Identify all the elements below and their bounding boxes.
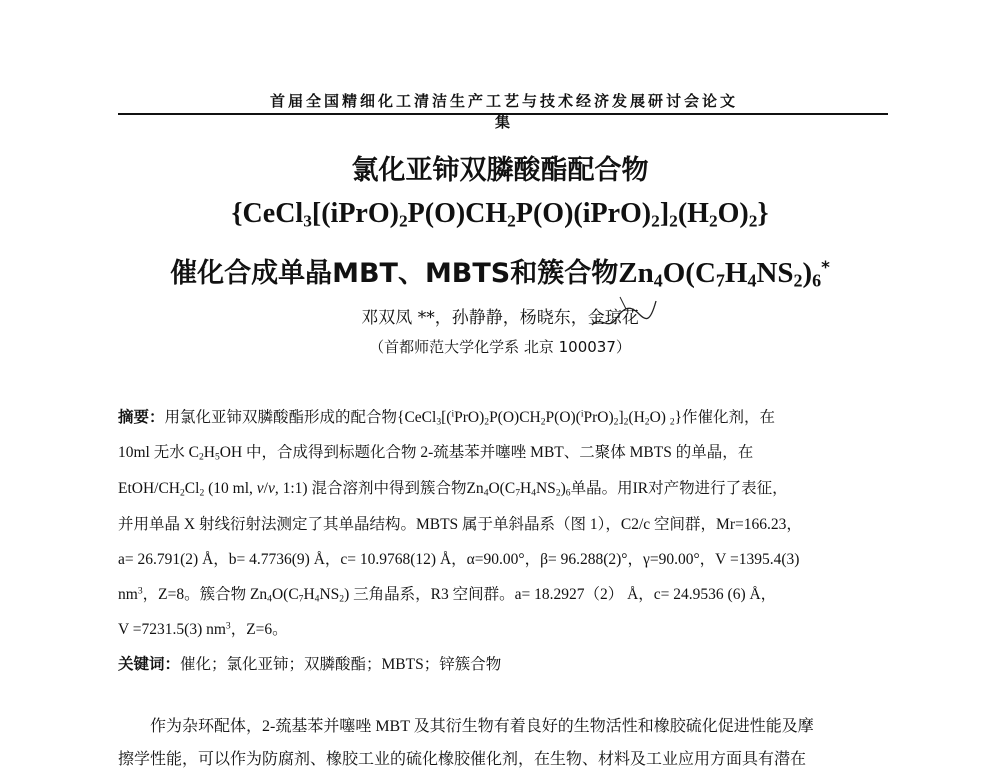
- abstract-line-6: $nm^3$，Z=8。簇合物 $Zn_4O(C_7H_4NS_2)$ 三角晶系，R3 空间群。a= 18.2927（2） Å，c= 24.9536 (6) Å，: [118, 585, 777, 605]
- body-line-1: 作为杂环配体，2-巯基苯并噻唑 MBT 及其衍生物有着良好的生物活性和橡胶硫化促进性能及摩: [150, 718, 814, 735]
- abstract-line-7: V =7231.5(3) $nm^3$，Z=6。: [118, 620, 288, 638]
- abstract-line-2: 10ml 无水 $C_2H_5OH$ 中，合成得到标题化合物 2-巯基苯并噻唑 MBT、二聚体 MBTS 的单晶，在: [118, 444, 754, 463]
- abstract-line-1: 摘要：用氯化亚铈双膦酸酯形成的配合物{$CeCl_3[(^iPrO)_2P(O)CH_2P(O)(^iPrO)_2]_2(H_2O)$ $_2$}作催化剂，在: [118, 408, 776, 428]
- title-line-3-text: 催化合成单晶MBT、MBTS和簇合物: [170, 258, 619, 289]
- keywords-text: 催化；氯化亚铈；双膦酸酯；MBTS；锌簇合物: [180, 656, 502, 673]
- proceedings-header: 首届全国精细化工清洁生产工艺与技术经济发展研讨会论文集: [269, 92, 738, 131]
- keywords-line: [118, 652, 890, 674]
- abstract-line-4: 并用单晶 X 射线衍射法测定了其单晶结构。MBTS 属于单斜晶系（图 1），C2/c 空间群，Mr=166.23，: [118, 516, 802, 533]
- title-line-2: $\{CeCl_3[(iPrO)_2P(O)CH_2P(O)(iPrO)_2]_2(H_2O)_2\}$: [231, 198, 769, 231]
- body-line-2: 擦学性能，可以作为防腐剂、橡胶工业的硫化橡胶催化剂，在生物、材料及工业应用方面具有潜在: [118, 751, 807, 768]
- abstract-line-5: a= 26.791(2) Å，b= 4.7736(9) Å，c= 10.9768(12) Å，α=90.00°，β= 96.288(2)°，γ=90.00°，V =1395.4(3): [118, 551, 800, 568]
- title-footnote-mark: *: [821, 256, 830, 277]
- keywords-label: 关键词：: [118, 655, 181, 673]
- abstract-line-3: EtOH/$CH_2Cl_2$ (10 ml, v/v, 1:1) 混合溶剂中得到簇合物$Zn_4O(C_7H_4NS_2)_6$单晶。用IR对产物进行了表征，: [118, 480, 788, 499]
- authors: 邓双凤 **，孙静静，杨晓东，金琼花: [361, 308, 639, 328]
- title-cluster-formula: $Zn_4O(C_7H_4NS_2)_6$: [618, 257, 822, 291]
- header-rule: [118, 113, 888, 115]
- title-line-1: 氯化亚铈双膦酸酯配合物: [351, 155, 649, 186]
- affiliation: （首都师范大学化学系 北京 100037）: [369, 338, 631, 356]
- title-line-3: [0, 251, 1000, 290]
- abstract-label: 摘要：: [118, 408, 165, 426]
